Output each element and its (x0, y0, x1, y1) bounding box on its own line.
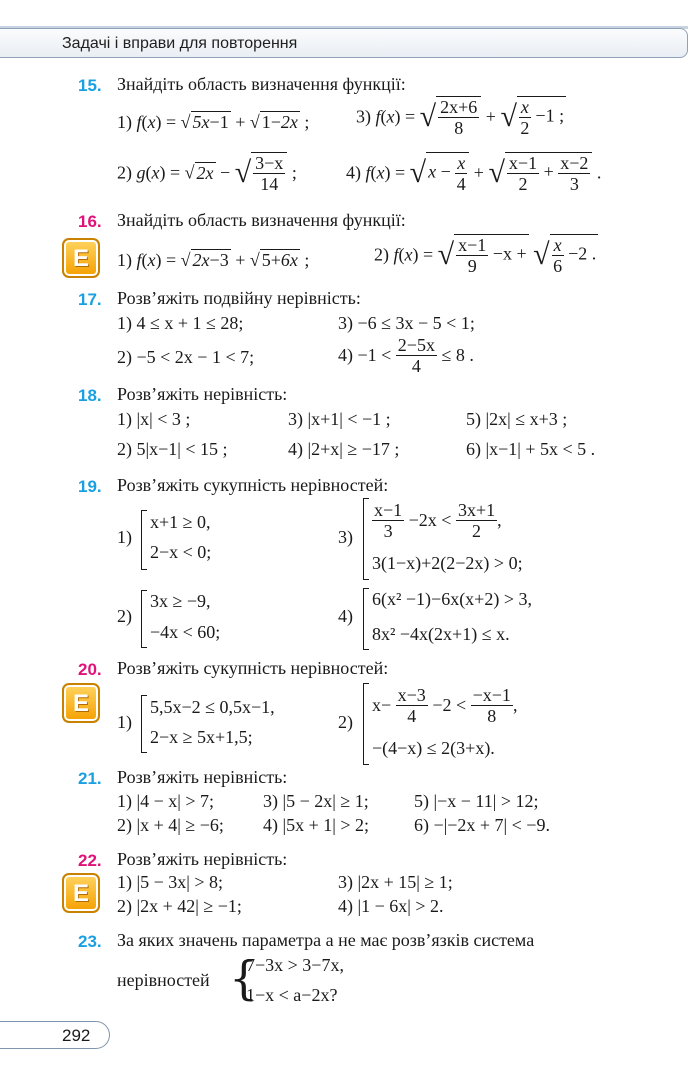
problem-statement-23: За яких значень параметра a не має розв’язків система (117, 930, 535, 950)
problem-number-18: 18. (78, 386, 102, 405)
page-number: 292 (62, 1026, 91, 1045)
p15-item-1: 1) f(x) = √ 5x−1 + √ 1−2x ; (117, 112, 310, 132)
page-title: Задачі і вправи для повторення (62, 35, 298, 52)
p23-brace: { (229, 951, 259, 1005)
p21-item-1: 1) |4 − x| > 7; (117, 791, 215, 811)
p23-label: нерівностей (117, 970, 210, 990)
problem-statement-17: Розв’яжіть подвійну нерівність: (117, 288, 361, 308)
problem-statement-19: Розв’яжіть сукупність нерівностей: (117, 475, 389, 495)
problem-statement-22: Розв’яжіть нерівність: (117, 849, 288, 869)
p17-item-2: 2) −5 < 2x − 1 < 7; (117, 347, 255, 367)
p19-bracket-4 (363, 588, 369, 650)
p15-item-3: 3) f(x) = √ $\frac{2x+6}{8}$ + √ $\frac{x}{2}$ −1 ; (356, 97, 565, 138)
p20-1-a: 5,5x−2 ≤ 0,5x−1, (150, 697, 275, 717)
problem-number-16: 16. (78, 212, 102, 231)
p19-1-a: x+1 ≥ 0, (150, 512, 211, 532)
p18-item-1: 1) |x| < 3 ; (117, 409, 191, 429)
p17-item-1: 1) 4 ≤ x + 1 ≤ 28; (117, 313, 244, 333)
badge-e-icon: Е (62, 238, 100, 278)
p20-bracket-1 (141, 695, 147, 753)
p21-item-4: 4) |5x + 1| > 2; (263, 815, 370, 835)
p15-item-2: 2) g(x) = √ 2x − √ $\frac{3-x}{14}$ ; (117, 153, 297, 194)
problem-number-20: 20. (78, 660, 102, 679)
p19-label-2: 2) (117, 606, 132, 626)
problem-number-21: 21. (78, 769, 102, 788)
p16-item-1: 1) f(x) = √ 2x−3 + √ 5+6x ; (117, 250, 310, 270)
p22-item-1: 1) |5 − 3x| > 8; (117, 872, 224, 892)
p17-item-3: 3) −6 ≤ 3x − 5 < 1; (338, 313, 475, 333)
p17-item-4: 4) −1 < $\frac{2-5x}{4}$ ≤ 8 . (338, 335, 474, 376)
p23-b: 1−x < a−2x? (246, 985, 338, 1005)
page-number-tab (0, 1021, 110, 1049)
p19-label-3: 3) (338, 527, 353, 547)
problem-statement-16: Знайдіть область визначення функції: (117, 210, 406, 230)
p19-label-4: 4) (338, 606, 353, 626)
p19-bracket-3 (363, 498, 369, 580)
p21-item-5: 5) |−x − 11| > 12; (414, 791, 539, 811)
p19-label-1: 1) (117, 527, 132, 547)
p16-item-2: 2) f(x) = √ $\frac{x-1}{9}$ −x + √ $\frac{x}{6}$ −2 . (374, 235, 597, 276)
p20-2-a: x− $\frac{x-3}{4}$ −2 < $\frac{-x-1}{8}$ , (372, 685, 518, 726)
p19-2-a: 3x ≥ −9, (150, 591, 211, 611)
p22-item-3: 3) |2x + 15| ≥ 1; (338, 872, 453, 892)
p21-item-2: 2) |x + 4| ≥ −6; (117, 815, 224, 835)
p19-3-b: 3(1−x)+2(2−2x) > 0; (372, 553, 523, 573)
p21-item-3: 3) |5 − 2x| ≥ 1; (263, 791, 369, 811)
problem-number-17: 17. (78, 290, 102, 309)
p21-item-6: 6) −|−2x + 7| < −9. (414, 815, 550, 835)
p18-item-5: 5) |2x| ≤ x+3 ; (466, 409, 568, 429)
p18-item-6: 6) |x−1| + 5x < 5 . (466, 439, 596, 459)
p20-2-b: −(4−x) ≤ 2(3+x). (372, 738, 495, 758)
p19-bracket-2 (141, 590, 147, 648)
p20-bracket-2 (363, 683, 369, 765)
p20-1-b: 2−x ≥ 5x+1,5; (150, 727, 253, 747)
problem-number-15: 15. (78, 76, 102, 95)
p18-item-4: 4) |2+x| ≥ −17 ; (288, 439, 400, 459)
p19-bracket-1 (141, 510, 147, 570)
badge-e-icon: Е (62, 683, 100, 723)
section-header (0, 28, 688, 58)
p22-item-2: 2) |2x + 42| ≥ −1; (117, 896, 242, 916)
badge-e-icon: Е (62, 873, 100, 913)
p19-1-b: 2−x < 0; (150, 542, 212, 562)
problem-statement-21: Розв’яжіть нерівність: (117, 767, 288, 787)
p20-label-2: 2) (338, 712, 353, 732)
problem-number-19: 19. (78, 477, 102, 496)
p23-a: 7−3x > 3−7x, (246, 955, 344, 975)
problem-number-23: 23. (78, 932, 102, 951)
p15-item-4: 4) f(x) = √ x − $\frac{x}{4}$ + √ $\frac{x-1}{2}$ + $\frac{x-2}{3}$ . (346, 153, 602, 194)
p19-3-a: $\frac{x-1}{3}$ −2x < $\frac{3x+1}{2}$ , (374, 500, 502, 541)
problem-statement-18: Розв’яжіть нерівність: (117, 384, 288, 404)
p19-4-a: 6(x² −1)−6x(x+2) > 3, (372, 589, 532, 609)
problem-statement-20: Розв’яжіть сукупність нерівностей: (117, 658, 389, 678)
p19-2-b: −4x < 60; (150, 622, 221, 642)
p18-item-2: 2) 5|x−1| < 15 ; (117, 439, 228, 459)
problem-statement-15: Знайдіть область визначення функції: (117, 74, 406, 94)
problem-number-22: 22. (78, 851, 102, 870)
p22-item-4: 4) |1 − 6x| > 2. (338, 896, 444, 916)
p20-label-1: 1) (117, 712, 132, 732)
p19-4-b: 8x² −4x(2x+1) ≤ x. (372, 624, 510, 644)
p18-item-3: 3) |x+1| < −1 ; (288, 409, 391, 429)
